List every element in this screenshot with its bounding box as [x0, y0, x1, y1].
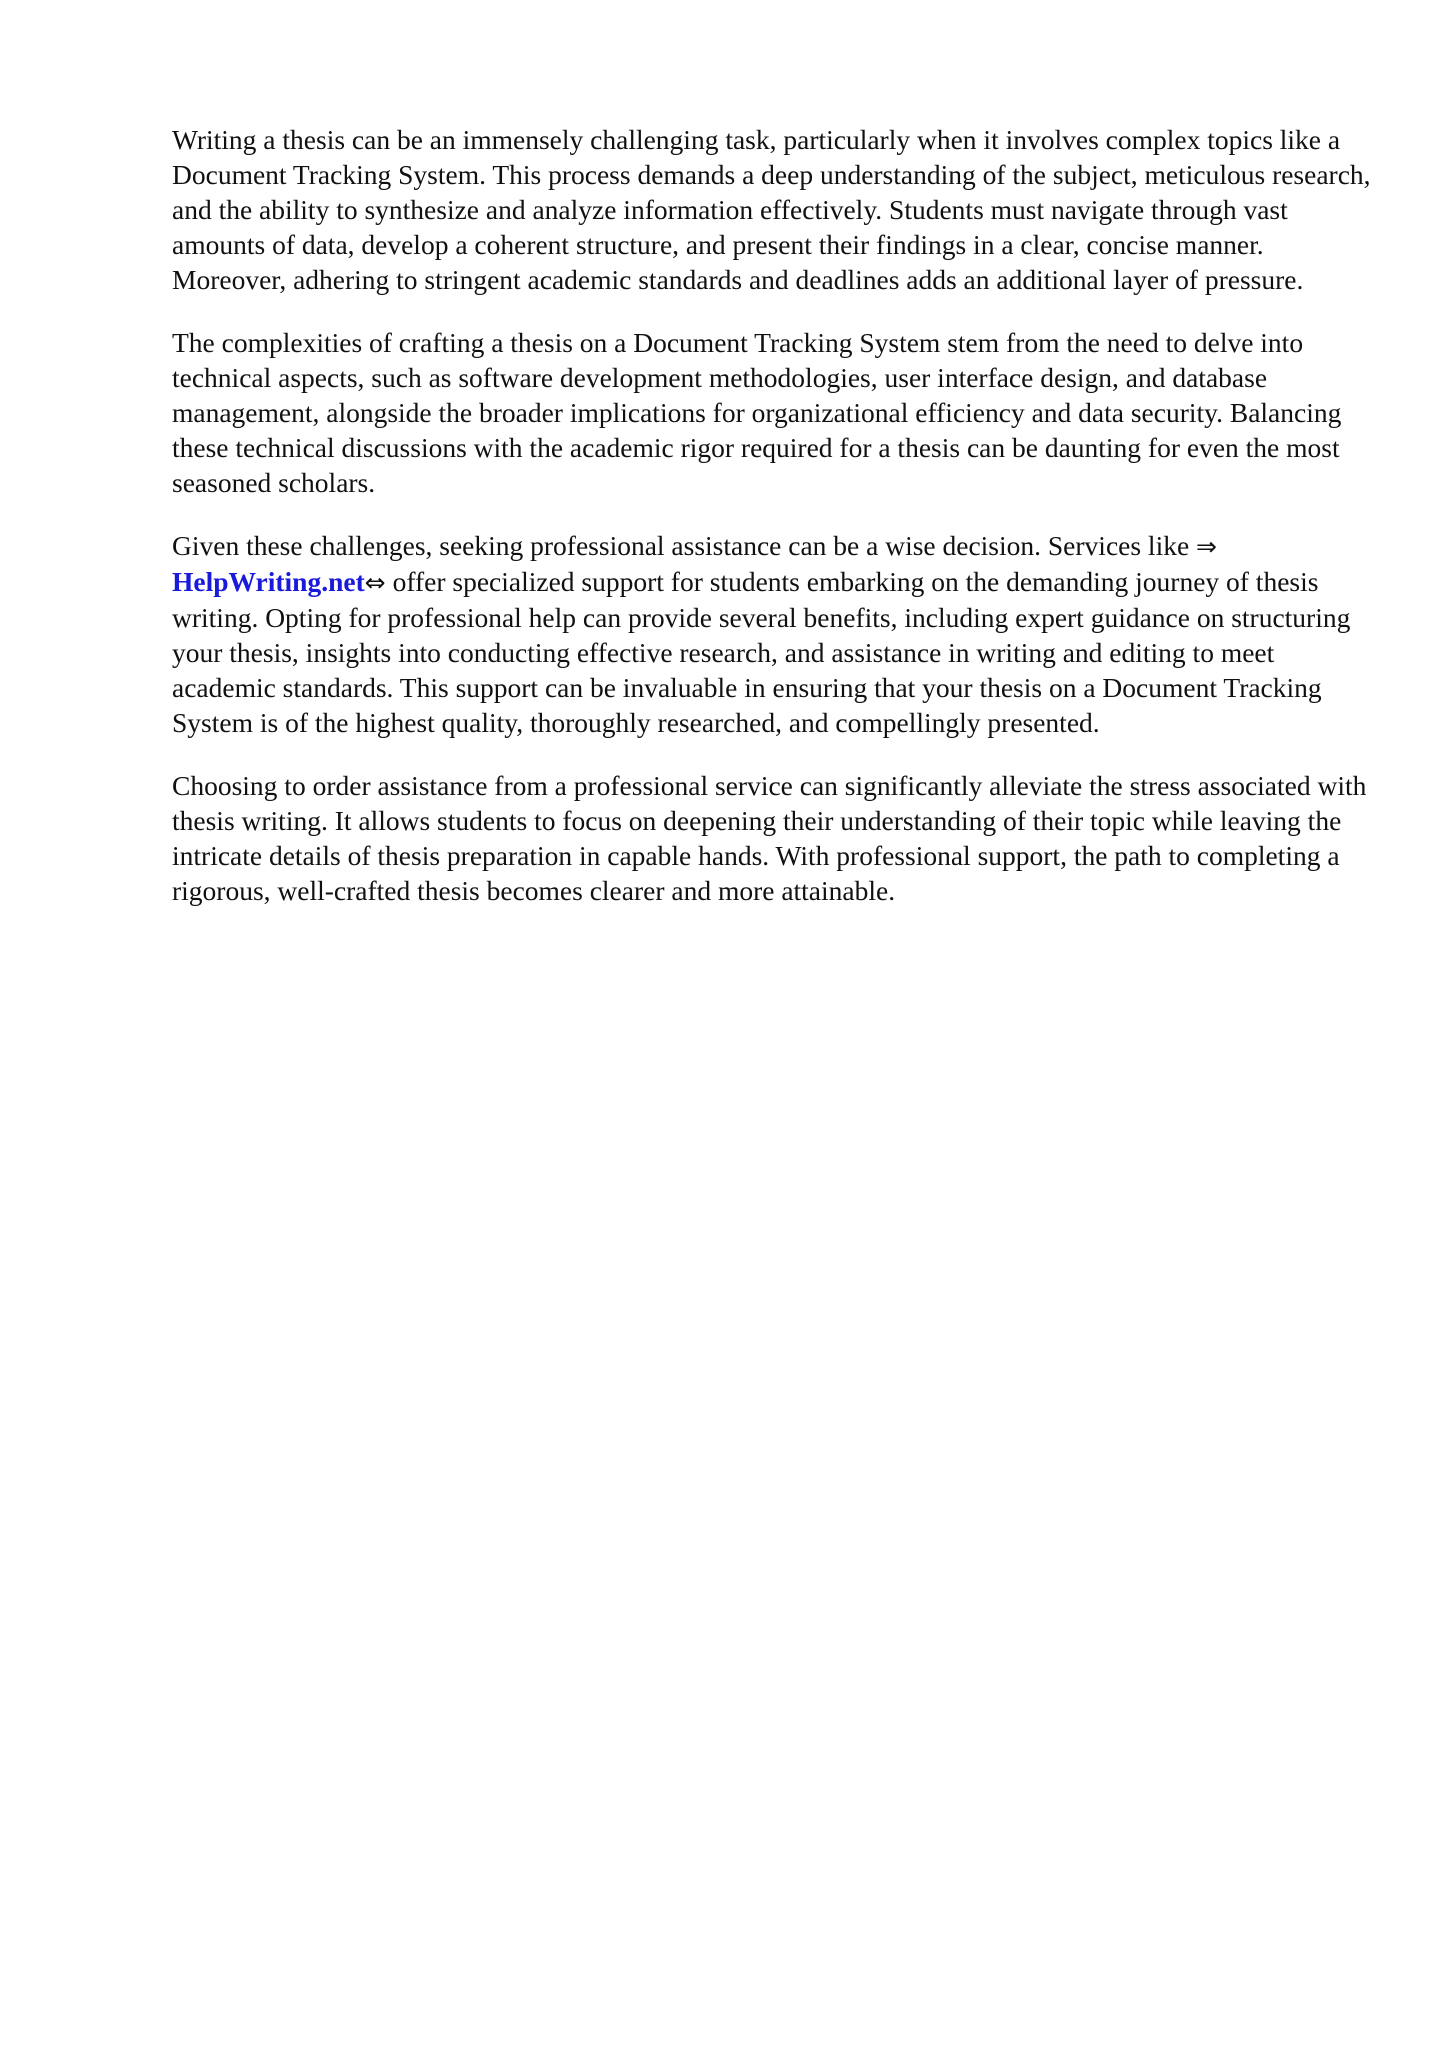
left-right-arrow-icon: ⇔ [364, 568, 386, 597]
paragraph-assistance-lead: Given these challenges, seeking professional assistance can be a wise decision. Services like [172, 530, 1197, 561]
right-arrow-icon: ⇒ [1196, 532, 1217, 561]
paragraph-conclusion: Choosing to order assistance from a professional service can significantly alleviate the stress associated with thesis writing. It allows students to focus on deepening their understanding of their topic while leaving the intricate details of thesis preparation in capable hands. With professional support, the path to completing a rigorous, well-crafted thesis becomes clearer and more attainable. [172, 770, 1367, 906]
paragraph-assistance-rest: offer specialized support for students embarking on the demanding journey of thesis writing. Opting for professional help can provide several benefits, including expert guidance on structuring your thesis, insights into conducting effective research, and assistance in writing and editing to meet academic standards. This support can be invaluable in ensuring that your thesis on a Document Tracking System is of the highest quality, thoroughly researched, and compellingly presented. [172, 566, 1351, 738]
paragraph-complexities: The complexities of crafting a thesis on a Document Tracking System stem from the need to delve into technical aspects, such as software development methodologies, user interface design, and database management, alongside the broader implications for organizational efficiency and data security. Balancing these technical discussions with the academic rigor required for a thesis can be daunting for even the most seasoned scholars. [172, 327, 1342, 498]
paragraph-intro: Writing a thesis can be an immensely challenging task, particularly when it involves complex topics like a Document Tracking System. This process demands a deep understanding of the subject, meticulous research, and the ability to synthesize and analyze information effectively. Students must navigate through vast amounts of data, develop a coherent structure, and present their findings in a clear, concise manner. Moreover, adhering to stringent academic standards and deadlines adds an additional layer of pressure. [172, 124, 1371, 295]
paragraph-assistance [172, 528, 1372, 740]
document-body [172, 122, 1372, 936]
helpwriting-link[interactable]: HelpWriting.net [172, 566, 365, 597]
